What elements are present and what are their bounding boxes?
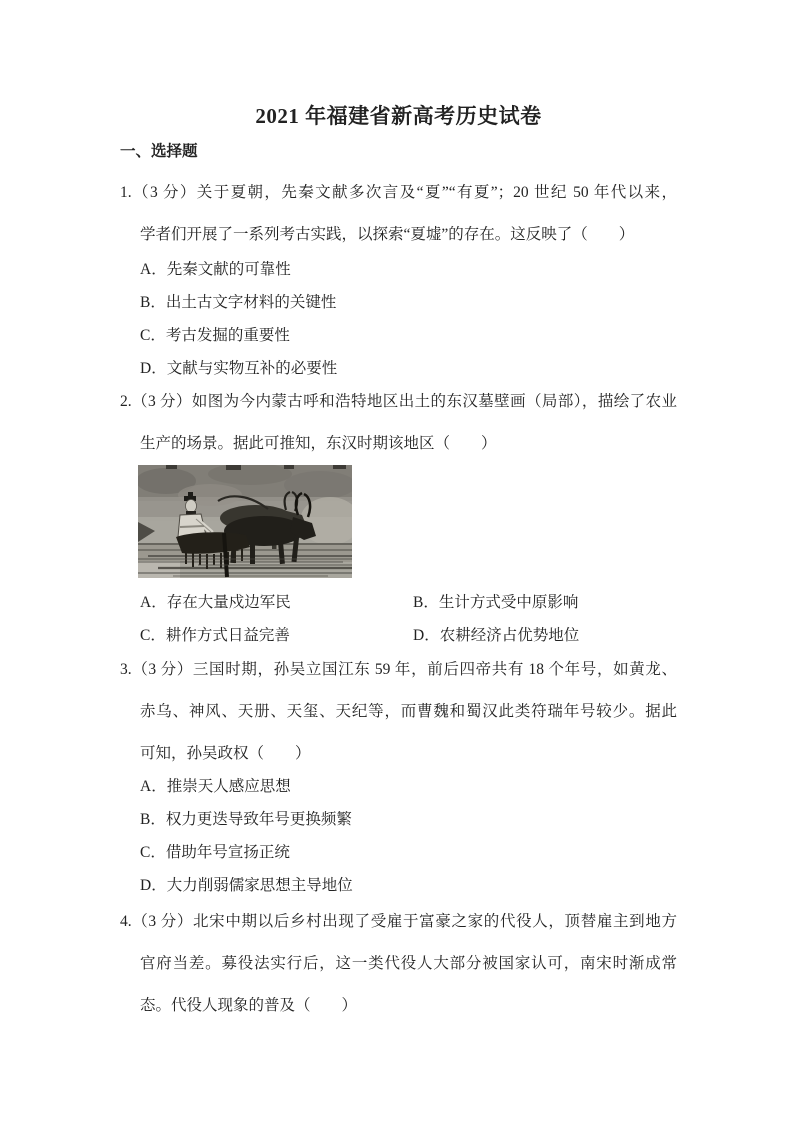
question-3-option-c: C．借助年号宣扬正统 [140, 844, 290, 861]
question-3-option-d: D．大力削弱儒家思想主导地位 [140, 877, 353, 894]
question-1-option-a: A．先秦文献的可靠性 [140, 261, 291, 278]
question-3-stem [120, 649, 677, 775]
question-3-stem-line-3: 可知，孙吴政权（ ） [140, 745, 311, 762]
question-2-option-a: A．存在大量戍边军民 [140, 594, 291, 611]
question-3-option-b: B．权力更迭导致年号更换频繁 [140, 811, 352, 828]
mural-svg [138, 465, 352, 578]
question-1-options [120, 253, 677, 385]
question-2-options-row-2 [120, 619, 677, 652]
question-4-stem-line-3: 态。代役人现象的普及（ ） [140, 997, 358, 1014]
question-1-option-b: B．出土古文字材料的关键性 [140, 294, 337, 311]
question-1-option-c: C．考古发掘的重要性 [140, 327, 290, 344]
question-1-stem-line-1: 1.（3 分）关于夏朝，先秦文献多次言及“夏”“有夏”；20 世纪 50 年代以来， [120, 184, 677, 201]
question-2-stem-line-2: 生产的场景。据此可推知，东汉时期该地区（ ） [140, 435, 497, 452]
question-3-stem-line-1: 3.（3 分）三国时期，孙吴立国江东 59 年，前后四帝共有 18 个年号，如黄龙、 [120, 661, 677, 678]
question-4-stem-line-1: 4.（3 分）北宋中期以后乡村出现了受雇于富豪之家的代役人，顶替雇主到地方 [120, 913, 677, 930]
question-2-mural-image [138, 465, 352, 578]
question-2-stem-line-1: 2.（3 分）如图为今内蒙古呼和浩特地区出土的东汉墓壁画（局部），描绘了农业 [120, 393, 677, 410]
section-heading-multiple-choice: 一、选择题 [120, 143, 198, 160]
question-1-stem [120, 172, 677, 256]
question-3-options [120, 770, 677, 902]
question-2-option-b: B．生计方式受中原影响 [413, 594, 579, 611]
question-2-option-c: C．耕作方式日益完善 [140, 627, 290, 644]
question-1-option-d: D．文献与实物互补的必要性 [140, 360, 338, 377]
question-1-stem-line-2: 学者们开展了一系列考古实践，以探索“夏墟”的存在。这反映了（ ） [140, 226, 635, 243]
question-2-stem [120, 381, 677, 465]
question-3-stem-line-2: 赤乌、神风、天册、天玺、天纪等，而曹魏和蜀汉此类符瑞年号较少。据此 [140, 703, 677, 720]
page-title: 2021 年福建省新高考历史试卷 [255, 104, 542, 128]
question-2-options-row-1 [120, 586, 677, 619]
question-2-options [120, 586, 677, 652]
page-content [120, 0, 677, 1122]
question-3-option-a: A．推崇天人感应思想 [140, 778, 291, 795]
question-4-stem-line-2: 官府当差。募役法实行后，这一类代役人大部分被国家认可，南宋时渐成常 [140, 955, 677, 972]
question-4-stem [120, 901, 677, 1027]
question-2-option-d: D．农耕经济占优势地位 [413, 627, 580, 644]
